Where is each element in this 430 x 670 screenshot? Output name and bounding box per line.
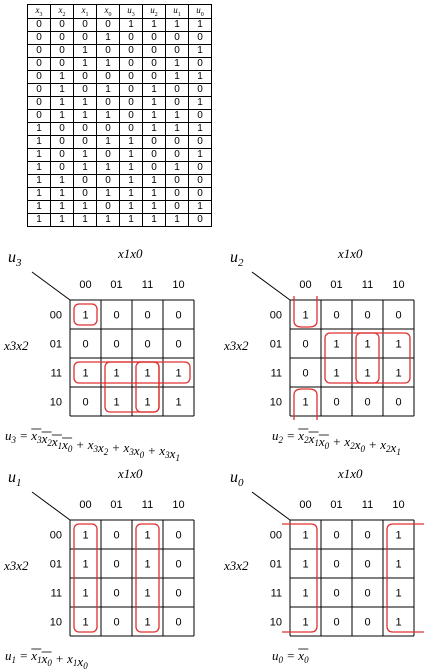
truth-header-u1: $u_1$ [166,5,189,19]
kmap-equation: $u_1 = x_1x_0 + x_1x_0$ [5,648,88,670]
table-cell: 1 [189,122,212,135]
kmap-equation: $u_2 = x_2x_1x_0 + x_2x_0 + x_2x_1$ [272,428,401,457]
table-cell: 1 [143,200,166,213]
table-cell: 1 [74,148,97,161]
row-header: 11 [50,587,62,600]
table-cell: 0 [166,148,189,161]
kmap-cell: 1 [144,529,151,542]
row-variable-label: x3x2 [224,338,249,353]
truth-header-x2: $x_2$ [51,5,74,19]
row-header: 11 [270,587,282,600]
table-cell: 1 [143,18,166,31]
table-cell: 0 [143,57,166,70]
kmap-cell: 1 [395,529,402,542]
table-cell: 1 [51,174,74,187]
kmap-cell: 0 [113,338,120,351]
column-header: 10 [392,279,405,291]
table-cell: 0 [97,122,120,135]
table-cell: 0 [74,31,97,44]
kmap-cell: 0 [113,616,120,629]
corner-diagonal [32,492,70,520]
table-cell: 0 [51,122,74,135]
table-cell: 0 [166,96,189,109]
kmap-cell: 0 [113,529,120,542]
kmap-cell: 0 [113,587,120,600]
kmap-cell: 0 [302,367,309,380]
kmap-cell: 0 [333,558,340,571]
table-cell: 1 [189,200,212,213]
table-cell: 0 [51,44,74,57]
table-cell: 1 [51,70,74,83]
kmap-cell: 0 [395,309,402,322]
table-cell: 0 [51,18,74,31]
table-cell: 0 [166,135,189,148]
table-cell: 0 [28,70,51,83]
kmap-cell: 1 [175,396,182,409]
kmap-cell: 0 [175,558,182,571]
truth-header-x1: $x_1$ [74,5,97,19]
table-cell: 0 [51,135,74,148]
table-cell: 0 [28,83,51,96]
table-cell: 1 [28,213,51,226]
kmap-cell: 1 [395,587,402,600]
kmap-equation: $u_3 = x_3x_2x_1x_0 + x_3x_2 + x_3x_0 + x_3x_1$ [5,428,180,463]
table-cell: 1 [74,57,97,70]
table-cell: 1 [189,18,212,31]
kmap-cell: 0 [113,558,120,571]
column-variable-label: x1x0 [118,246,143,261]
kmap-cell: 1 [144,587,151,600]
kmap-cell: 1 [302,396,309,409]
table-cell: 0 [74,18,97,31]
table-cell: 1 [143,174,166,187]
kmap-cell: 0 [82,396,89,409]
truth-header-x0: $x_0$ [97,5,120,19]
table-cell: 0 [189,83,212,96]
table-cell: 0 [143,148,166,161]
table-cell: 1 [28,161,51,174]
table-cell: 0 [97,18,120,31]
table-cell: 1 [166,109,189,122]
table-cell: 0 [51,148,74,161]
kmap-cell: 1 [395,367,402,380]
table-cell: 1 [143,109,166,122]
kmap-cell: 0 [364,616,371,629]
row-header: 01 [49,558,62,571]
table-cell: 1 [28,135,51,148]
corner-diagonal [252,492,290,520]
column-header: 10 [172,499,185,511]
table-cell: 0 [166,174,189,187]
table-cell: 1 [166,70,189,83]
column-header: 00 [79,499,92,511]
table-cell: 0 [97,174,120,187]
kmap-cell: 1 [302,616,309,629]
corner-diagonal [252,272,290,300]
kmap-cell: 0 [333,616,340,629]
kmap-cell: 0 [302,338,309,351]
kmap-cell: 0 [364,558,371,571]
table-cell: 0 [143,31,166,44]
table-cell: 0 [74,187,97,200]
table-cell: 1 [166,18,189,31]
table-cell: 1 [120,213,143,226]
table-cell: 1 [97,161,120,174]
table-cell: 1 [120,187,143,200]
table-cell: 0 [74,122,97,135]
table-cell: 1 [97,31,120,44]
kmap-cell: 1 [175,367,182,380]
row-header: 00 [269,309,282,322]
table-cell: 1 [51,109,74,122]
row-header: 10 [269,616,282,629]
kmap-cell: 1 [113,396,120,409]
row-variable-label: x3x2 [4,338,29,353]
kmap-cell: 1 [144,558,151,571]
kmap-cell: 0 [175,616,182,629]
row-variable-label: x3x2 [224,558,249,573]
column-variable-label: x1x0 [118,466,143,481]
table-cell: 1 [120,200,143,213]
table-cell: 1 [189,96,212,109]
table-cell: 0 [189,31,212,44]
kmap-cell: 1 [144,616,151,629]
kmap-cell: 0 [144,338,151,351]
kmap-cell: 0 [333,529,340,542]
kmap-cell: 0 [175,309,182,322]
column-header: 00 [299,499,312,511]
kmap-cell: 1 [302,558,309,571]
kmap-cell: 1 [113,367,120,380]
column-header: 01 [110,279,123,291]
table-cell: 1 [143,83,166,96]
table-cell: 1 [97,187,120,200]
row-header: 00 [269,529,282,542]
kmap-cell: 0 [175,338,182,351]
table-cell: 1 [97,83,120,96]
table-cell: 0 [189,174,212,187]
table-cell: 1 [189,148,212,161]
column-header: 11 [141,499,154,511]
column-variable-label: x1x0 [338,466,363,481]
kmap-cell: 0 [113,309,120,322]
table-cell: 1 [189,70,212,83]
kmap-cell: 0 [175,587,182,600]
table-cell: 1 [28,122,51,135]
table-cell: 0 [28,31,51,44]
table-cell: 0 [143,44,166,57]
kmap-cell: 0 [144,309,151,322]
table-cell: 0 [120,109,143,122]
table-cell: 0 [189,213,212,226]
kmap-cell: 1 [82,616,89,629]
kmap-cell: 0 [333,587,340,600]
table-cell: 0 [120,83,143,96]
column-header: 11 [361,279,374,291]
row-header: 11 [270,367,282,380]
truth-header-x3: $x_3$ [28,5,51,19]
table-cell: 1 [166,213,189,226]
row-header: 11 [50,367,62,380]
table-cell: 1 [74,213,97,226]
kmap-title: $u_3$ [8,249,22,269]
kmap-cell: 1 [364,338,371,351]
row-variable-label: x3x2 [4,558,29,573]
kmap-equation: $u_0 = x_0$ [272,648,309,665]
table-cell: 1 [143,213,166,226]
kmap-title: $u_1$ [8,469,22,489]
row-header: 01 [269,558,282,571]
column-header: 01 [330,279,343,291]
corner-diagonal [32,272,70,300]
table-cell: 0 [189,161,212,174]
table-cell: 1 [51,96,74,109]
table-cell: 0 [120,57,143,70]
kmap-cell: 0 [82,338,89,351]
table-cell: 0 [120,96,143,109]
kmap-cell: 1 [395,616,402,629]
table-cell: 1 [120,135,143,148]
table-cell: 0 [143,135,166,148]
table-cell: 1 [166,57,189,70]
table-cell: 1 [28,187,51,200]
table-cell: 1 [97,109,120,122]
row-header: 00 [49,309,62,322]
table-cell: 0 [143,161,166,174]
table-cell: 1 [28,200,51,213]
column-header: 01 [110,499,123,511]
kmap-u2 [223,246,414,457]
kmap-u3 [3,246,194,463]
table-cell: 0 [189,109,212,122]
kmap-title: $u_0$ [230,469,244,489]
table-cell: 0 [51,57,74,70]
kmap-cell: 1 [395,558,402,571]
table-cell: 0 [120,122,143,135]
kmap-cell: 1 [82,367,89,380]
table-cell: 1 [166,161,189,174]
kmap-cell: 1 [364,367,371,380]
table-cell: 0 [97,148,120,161]
row-header: 00 [49,529,62,542]
kmap-cell: 1 [333,338,340,351]
table-cell: 1 [51,83,74,96]
table-cell: 1 [28,148,51,161]
column-header: 11 [141,279,154,291]
table-cell: 0 [189,135,212,148]
kmap-title: $u_2$ [230,249,244,269]
table-cell: 1 [74,109,97,122]
table-cell: 0 [97,200,120,213]
table-cell: 1 [143,187,166,200]
table-cell: 1 [74,44,97,57]
table-cell: 0 [97,96,120,109]
table-cell: 1 [143,96,166,109]
kmap-cell: 0 [364,309,371,322]
table-cell: 1 [143,122,166,135]
column-header: 10 [392,499,405,511]
column-header: 00 [79,279,92,291]
kmap-cell: 1 [395,338,402,351]
kmap-cell: 1 [302,309,309,322]
table-cell: 1 [74,96,97,109]
kmap-cell: 1 [144,367,151,380]
table-cell: 1 [120,161,143,174]
kmap-cell: 1 [333,367,340,380]
row-header: 01 [269,338,282,351]
table-cell: 0 [166,200,189,213]
column-variable-label: x1x0 [338,246,363,261]
table-cell: 1 [51,187,74,200]
table-cell: 0 [120,44,143,57]
table-cell: 0 [28,96,51,109]
kmap-cell: 0 [333,396,340,409]
table-cell: 0 [120,70,143,83]
column-header: 10 [172,279,185,291]
kmap-cell: 1 [82,309,89,322]
table-cell: 0 [143,70,166,83]
kmap-cell: 1 [302,529,309,542]
row-header: 10 [269,396,282,409]
kmap-cell: 1 [144,396,151,409]
truth-header-u3: $u_3$ [120,5,143,19]
table-cell: 0 [74,135,97,148]
kmap-cell: 1 [82,558,89,571]
table-cell: 0 [97,70,120,83]
table-cell: 0 [28,109,51,122]
table-cell: 0 [166,187,189,200]
column-header: 01 [330,499,343,511]
table-cell: 0 [120,31,143,44]
kmap-cell: 0 [364,587,371,600]
kmap-cell: 0 [364,396,371,409]
table-cell: 0 [28,44,51,57]
table-cell: 0 [189,57,212,70]
truth-header-u0: $u_0$ [189,5,212,19]
table-cell: 1 [120,18,143,31]
table-cell: 1 [51,200,74,213]
table-cell: 1 [74,161,97,174]
row-header: 10 [49,616,62,629]
column-header: 00 [299,279,312,291]
table-cell: 0 [51,161,74,174]
table-cell: 0 [51,31,74,44]
table-cell: 0 [28,18,51,31]
table-cell: 0 [166,44,189,57]
table-cell: 1 [97,213,120,226]
kmap-u1 [3,466,194,670]
table-cell: 1 [28,174,51,187]
row-header: 10 [49,396,62,409]
table-cell: 1 [74,200,97,213]
table-cell: 0 [166,31,189,44]
kmap-u0 [223,466,424,665]
table-cell: 0 [28,57,51,70]
table-cell: 0 [97,44,120,57]
table-cell: 1 [51,213,74,226]
table-cell: 0 [74,70,97,83]
kmap-cell: 0 [333,309,340,322]
column-header: 11 [361,499,374,511]
table-cell: 1 [189,44,212,57]
kmap-cell: 1 [302,587,309,600]
kmap-cell: 0 [395,396,402,409]
table-cell: 1 [120,148,143,161]
table-cell: 1 [97,135,120,148]
table-cell: 0 [166,83,189,96]
table-cell: 0 [189,187,212,200]
table-cell: 1 [166,122,189,135]
table-cell: 0 [74,174,97,187]
truth-header-u2: $u_2$ [143,5,166,19]
table-cell: 0 [74,83,97,96]
kmap-cell: 0 [175,529,182,542]
table-cell: 1 [97,57,120,70]
table-cell: 1 [120,174,143,187]
row-header: 01 [49,338,62,351]
kmap-cell: 1 [82,587,89,600]
kmap-cell: 1 [82,529,89,542]
kmap-cell: 0 [364,529,371,542]
